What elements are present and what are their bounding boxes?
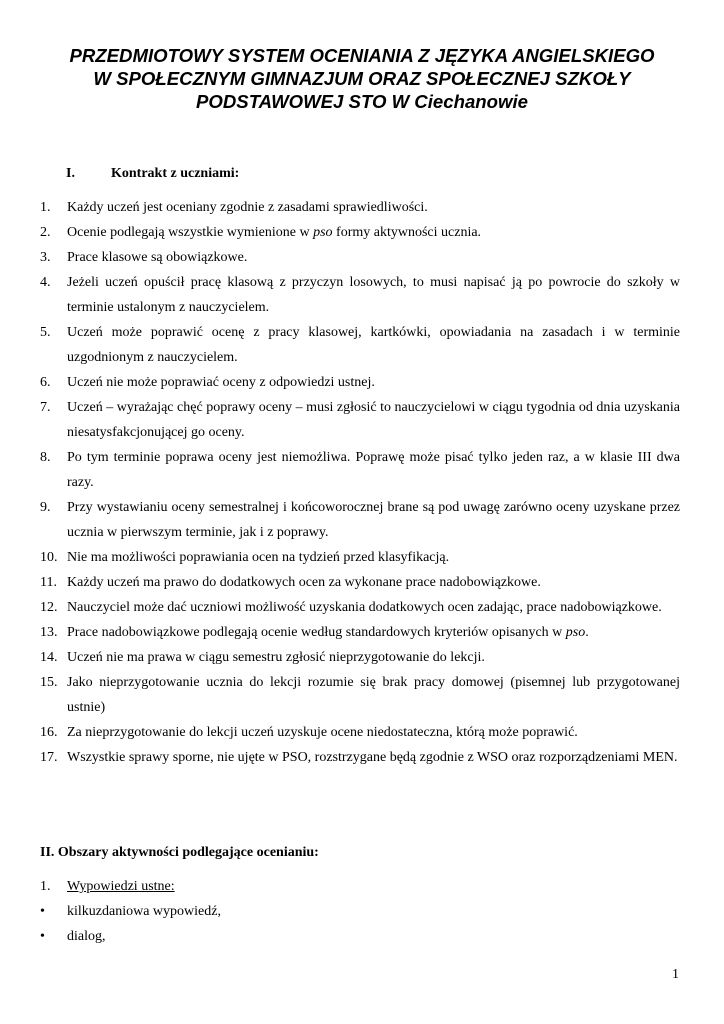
item-text: formy aktywności ucznia. — [332, 225, 482, 240]
item-text: Jeżeli uczeń opuścił pracę klasową z przyczyn losowych, to musi napisać ją po powrocie do szkoły w terminie ustalonym z nauczycielem. — [67, 275, 680, 315]
item-number: 5. — [40, 325, 51, 340]
item-text: kilkuzdaniowa wypowiedź, — [67, 904, 221, 919]
item-number: 7. — [40, 400, 51, 415]
item-text: Nauczyciel może dać uczniowi możliwość uzyskania dodatkowych ocen zadając, prace nadobowiązkowe. — [67, 600, 662, 615]
section-1-numeral: I. — [66, 166, 75, 181]
item-text: Uczeń – wyrażając chęć poprawy oceny – musi zgłosić to nauczycielowi w ciągu tygodnia od dnia uzyskania niesatysfakcjonującej go oceny. — [67, 400, 680, 440]
list-item — [40, 924, 680, 949]
list-item — [40, 570, 680, 595]
item-number: 15. — [40, 675, 58, 690]
list-item — [40, 545, 680, 570]
page-number: 1 — [672, 967, 679, 982]
item-number: 11. — [40, 575, 57, 590]
item-number: 3. — [40, 250, 51, 265]
list-item — [40, 670, 680, 720]
item-number: 12. — [40, 600, 58, 615]
list-item — [40, 245, 680, 270]
item-text: Uczeń nie może poprawiać oceny z odpowiedzi ustnej. — [67, 375, 375, 390]
item-number: 14. — [40, 650, 58, 665]
item-text: Po tym terminie poprawa oceny jest niemożliwa. Poprawę może pisać tylko jeden raz, a w klasie III dwa razy. — [67, 450, 680, 490]
list-item — [40, 445, 680, 495]
item-number: 2. — [40, 225, 51, 240]
item-number: 10. — [40, 550, 58, 565]
item-text: Nie ma możliwości poprawiania ocen na tydzień przed klasyfikacją. — [67, 550, 450, 565]
item-number: 4. — [40, 275, 51, 290]
section-2-heading: II. Obszary aktywności podlegające ocenianiu: — [40, 845, 319, 860]
item-number: 6. — [40, 375, 51, 390]
list-item — [40, 220, 680, 245]
section-1-heading — [66, 164, 239, 184]
item-text: Uczeń nie ma prawa w ciągu semestru zgłosić nieprzygotowanie do lekcji. — [67, 650, 485, 665]
list-item — [40, 720, 680, 745]
item-number: 13. — [40, 625, 58, 640]
item-text: Prace klasowe są obowiązkowe. — [67, 250, 248, 265]
item-text: Za nieprzygotowanie do lekcji uczeń uzyskuje ocene niedostateczna, którą może poprawić. — [67, 725, 578, 740]
item-number: 1. — [40, 879, 51, 894]
item-number: 8. — [40, 450, 51, 465]
list-item — [40, 595, 680, 620]
list-item — [40, 899, 680, 924]
section-1-title: Kontrakt z uczniami: — [111, 166, 240, 181]
title-line: W SPOŁECZNYM GIMNAZJUM ORAZ SPOŁECZNEJ SZKOŁY — [93, 68, 631, 89]
item-emphasis: pso — [565, 625, 586, 640]
item-text: Wszystkie sprawy sporne, nie ujęte w PSO, rozstrzygane będą zgodnie z WSO oraz rozporządzeniami MEN. — [67, 750, 678, 765]
list-item — [40, 370, 680, 395]
bullet-icon: • — [40, 904, 45, 919]
document-title — [40, 44, 684, 113]
list-item — [40, 645, 680, 670]
contract-rules-list — [40, 195, 680, 770]
item-number: 9. — [40, 500, 51, 515]
bullet-icon: • — [40, 929, 45, 944]
list-item — [40, 320, 680, 370]
item-text: Każdy uczeń jest oceniany zgodnie z zasadami sprawiedliwości. — [67, 200, 428, 215]
list-item — [40, 874, 680, 899]
item-text: Uczeń może poprawić ocenę z pracy klasowej, kartkówki, opowiadania na zasadach i w terminie uzgodnionym z nauczycielem. — [67, 325, 680, 365]
list-item — [40, 270, 680, 320]
list-item — [40, 395, 680, 445]
item-text: Jako nieprzygotowanie ucznia do lekcji rozumie się brak pracy domowej (pisemnej lub przygotowanej ustnie) — [67, 675, 680, 715]
list-item — [40, 745, 680, 770]
list-item — [40, 620, 680, 645]
item-number: 17. — [40, 750, 58, 765]
item-text: dialog, — [67, 929, 106, 944]
activity-areas-list — [40, 874, 680, 949]
item-text: Wypowiedzi ustne: — [67, 879, 175, 894]
item-emphasis: pso — [313, 225, 333, 240]
item-text: Prace nadobowiązkowe podlegają ocenie według standardowych kryteriów opisanych w — [67, 625, 566, 640]
list-item — [40, 495, 680, 545]
item-number: 1. — [40, 200, 51, 215]
title-line: PODSTAWOWEJ STO W Ciechanowie — [196, 91, 528, 112]
title-line: PRZEDMIOTOWY SYSTEM OCENIANIA Z JĘZYKA ANGIELSKIEGO — [69, 45, 655, 66]
item-number: 16. — [40, 725, 58, 740]
item-text: Każdy uczeń ma prawo do dodatkowych ocen za wykonane prace nadobowiązkowe. — [67, 575, 541, 590]
item-text: . — [585, 625, 589, 640]
item-text: Przy wystawianiu oceny semestralnej i końcoworocznej brane są pod uwagę zarówno oceny uzyskane przez ucznia w pierwszym terminie, jak i z poprawy. — [67, 500, 680, 540]
item-text: Ocenie podlegają wszystkie wymienione w — [67, 225, 314, 240]
list-item — [40, 195, 680, 220]
